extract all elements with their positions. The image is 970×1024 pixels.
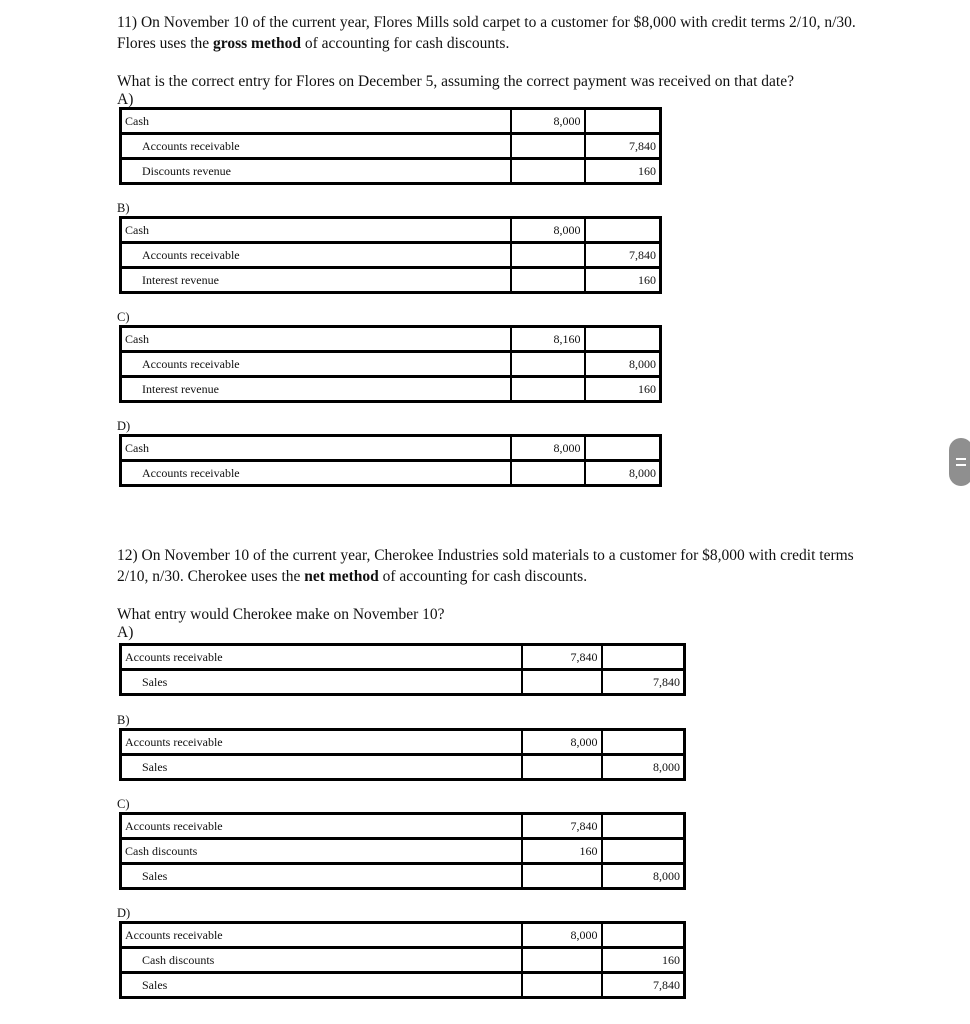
q12-option-a-label: A) xyxy=(117,624,134,641)
q12-option-b-label: B) xyxy=(117,713,130,727)
q11-option-b-table xyxy=(119,216,662,294)
q12-option-d-table xyxy=(119,921,686,999)
account-cell: Accounts receivable xyxy=(121,645,522,670)
account-cell: Cash discounts xyxy=(121,839,522,864)
debit-cell: 8,000 xyxy=(522,923,602,948)
debit-cell xyxy=(511,134,585,159)
q11-stem-text-end: of accounting for cash discounts. xyxy=(301,35,510,52)
q11-option-a-label: A) xyxy=(117,91,134,108)
q12-option-b-table xyxy=(119,728,686,781)
account-cell: Sales xyxy=(121,973,522,998)
q11-option-c-table xyxy=(119,325,662,403)
q11-option-a-table xyxy=(119,107,662,185)
q12-stem-text-end: of accounting for cash discounts. xyxy=(378,568,588,585)
debit-cell: 7,840 xyxy=(522,814,602,839)
credit-cell xyxy=(602,730,685,755)
credit-cell: 160 xyxy=(585,268,661,293)
account-cell: Discounts revenue xyxy=(121,159,511,184)
table-row xyxy=(121,134,661,159)
credit-cell xyxy=(585,436,661,461)
table-row xyxy=(121,923,685,948)
table-row xyxy=(121,243,661,268)
credit-cell: 160 xyxy=(585,159,661,184)
handle-grip-line xyxy=(956,458,966,460)
account-cell: Sales xyxy=(121,755,522,780)
table-row xyxy=(121,973,685,998)
account-cell: Interest revenue xyxy=(121,377,511,402)
q12-question: What entry would Cherokee make on November 10? xyxy=(117,606,445,623)
handle-grip-line xyxy=(956,464,966,466)
account-cell: Accounts receivable xyxy=(121,923,522,948)
credit-cell: 7,840 xyxy=(585,243,661,268)
debit-cell: 8,000 xyxy=(511,218,585,243)
debit-cell xyxy=(511,159,585,184)
credit-cell xyxy=(602,923,685,948)
q12-stem xyxy=(117,545,877,587)
credit-cell xyxy=(585,109,661,134)
credit-cell xyxy=(602,645,685,670)
table-row xyxy=(121,670,685,695)
debit-cell xyxy=(522,973,602,998)
table-row xyxy=(121,645,685,670)
debit-cell xyxy=(511,268,585,293)
q11-question: What is the correct entry for Flores on December 5, assuming the correct payment was received on that date? xyxy=(117,73,794,90)
table-row xyxy=(121,109,661,134)
debit-cell: 8,000 xyxy=(522,730,602,755)
table-row xyxy=(121,730,685,755)
credit-cell: 160 xyxy=(602,948,685,973)
account-cell: Sales xyxy=(121,864,522,889)
account-cell: Accounts receivable xyxy=(121,134,511,159)
table-row xyxy=(121,327,661,352)
table-row xyxy=(121,268,661,293)
debit-cell xyxy=(522,670,602,695)
drag-handle-icon[interactable] xyxy=(949,438,970,486)
q11-option-d-table xyxy=(119,434,662,487)
credit-cell xyxy=(602,814,685,839)
q12-stem-text: 12) On November 10 of the current year, Cherokee Industries sold materials to a customer for $8,000 with credit terms 2/10, n/30. Cherokee uses the xyxy=(117,547,854,585)
debit-cell xyxy=(511,377,585,402)
account-cell: Cash xyxy=(121,436,511,461)
debit-cell xyxy=(522,755,602,780)
q11-stem-bold: gross method xyxy=(213,35,301,52)
account-cell: Accounts receivable xyxy=(121,730,522,755)
debit-cell xyxy=(522,948,602,973)
debit-cell xyxy=(511,352,585,377)
q11-option-d-label: D) xyxy=(117,419,131,433)
q11-stem-text: 11) On November 10 of the current year, Flores Mills sold carpet to a customer for $8,000 with credit terms 2/10, n/30. Flores uses the xyxy=(117,14,856,52)
account-cell: Cash xyxy=(121,327,511,352)
credit-cell: 7,840 xyxy=(602,973,685,998)
debit-cell: 8,000 xyxy=(511,109,585,134)
account-cell: Accounts receivable xyxy=(121,243,511,268)
table-row xyxy=(121,755,685,780)
q12-option-c-table xyxy=(119,812,686,890)
q12-stem-bold: net method xyxy=(304,568,379,585)
account-cell: Accounts receivable xyxy=(121,814,522,839)
credit-cell xyxy=(585,218,661,243)
debit-cell: 8,160 xyxy=(511,327,585,352)
credit-cell: 8,000 xyxy=(585,461,661,486)
table-row xyxy=(121,218,661,243)
debit-cell: 8,000 xyxy=(511,436,585,461)
credit-cell: 8,000 xyxy=(585,352,661,377)
credit-cell xyxy=(585,327,661,352)
credit-cell: 8,000 xyxy=(602,755,685,780)
q11-stem xyxy=(117,12,877,54)
q11-option-c-label: C) xyxy=(117,310,130,324)
account-cell: Interest revenue xyxy=(121,268,511,293)
account-cell: Cash xyxy=(121,218,511,243)
debit-cell: 160 xyxy=(522,839,602,864)
account-cell: Accounts receivable xyxy=(121,461,511,486)
table-row xyxy=(121,948,685,973)
debit-cell xyxy=(511,461,585,486)
credit-cell xyxy=(602,839,685,864)
credit-cell: 8,000 xyxy=(602,864,685,889)
credit-cell: 160 xyxy=(585,377,661,402)
credit-cell: 7,840 xyxy=(602,670,685,695)
table-row xyxy=(121,864,685,889)
debit-cell: 7,840 xyxy=(522,645,602,670)
account-cell: Cash xyxy=(121,109,511,134)
debit-cell xyxy=(522,864,602,889)
table-row xyxy=(121,377,661,402)
q12-option-c-label: C) xyxy=(117,797,130,811)
account-cell: Cash discounts xyxy=(121,948,522,973)
table-row xyxy=(121,436,661,461)
debit-cell xyxy=(511,243,585,268)
q12-option-d-label: D) xyxy=(117,906,131,920)
q12-option-a-table xyxy=(119,643,686,696)
table-row xyxy=(121,461,661,486)
table-row xyxy=(121,159,661,184)
table-row xyxy=(121,814,685,839)
credit-cell: 7,840 xyxy=(585,134,661,159)
table-row xyxy=(121,352,661,377)
table-row xyxy=(121,839,685,864)
q11-option-b-label: B) xyxy=(117,201,130,215)
account-cell: Sales xyxy=(121,670,522,695)
account-cell: Accounts receivable xyxy=(121,352,511,377)
